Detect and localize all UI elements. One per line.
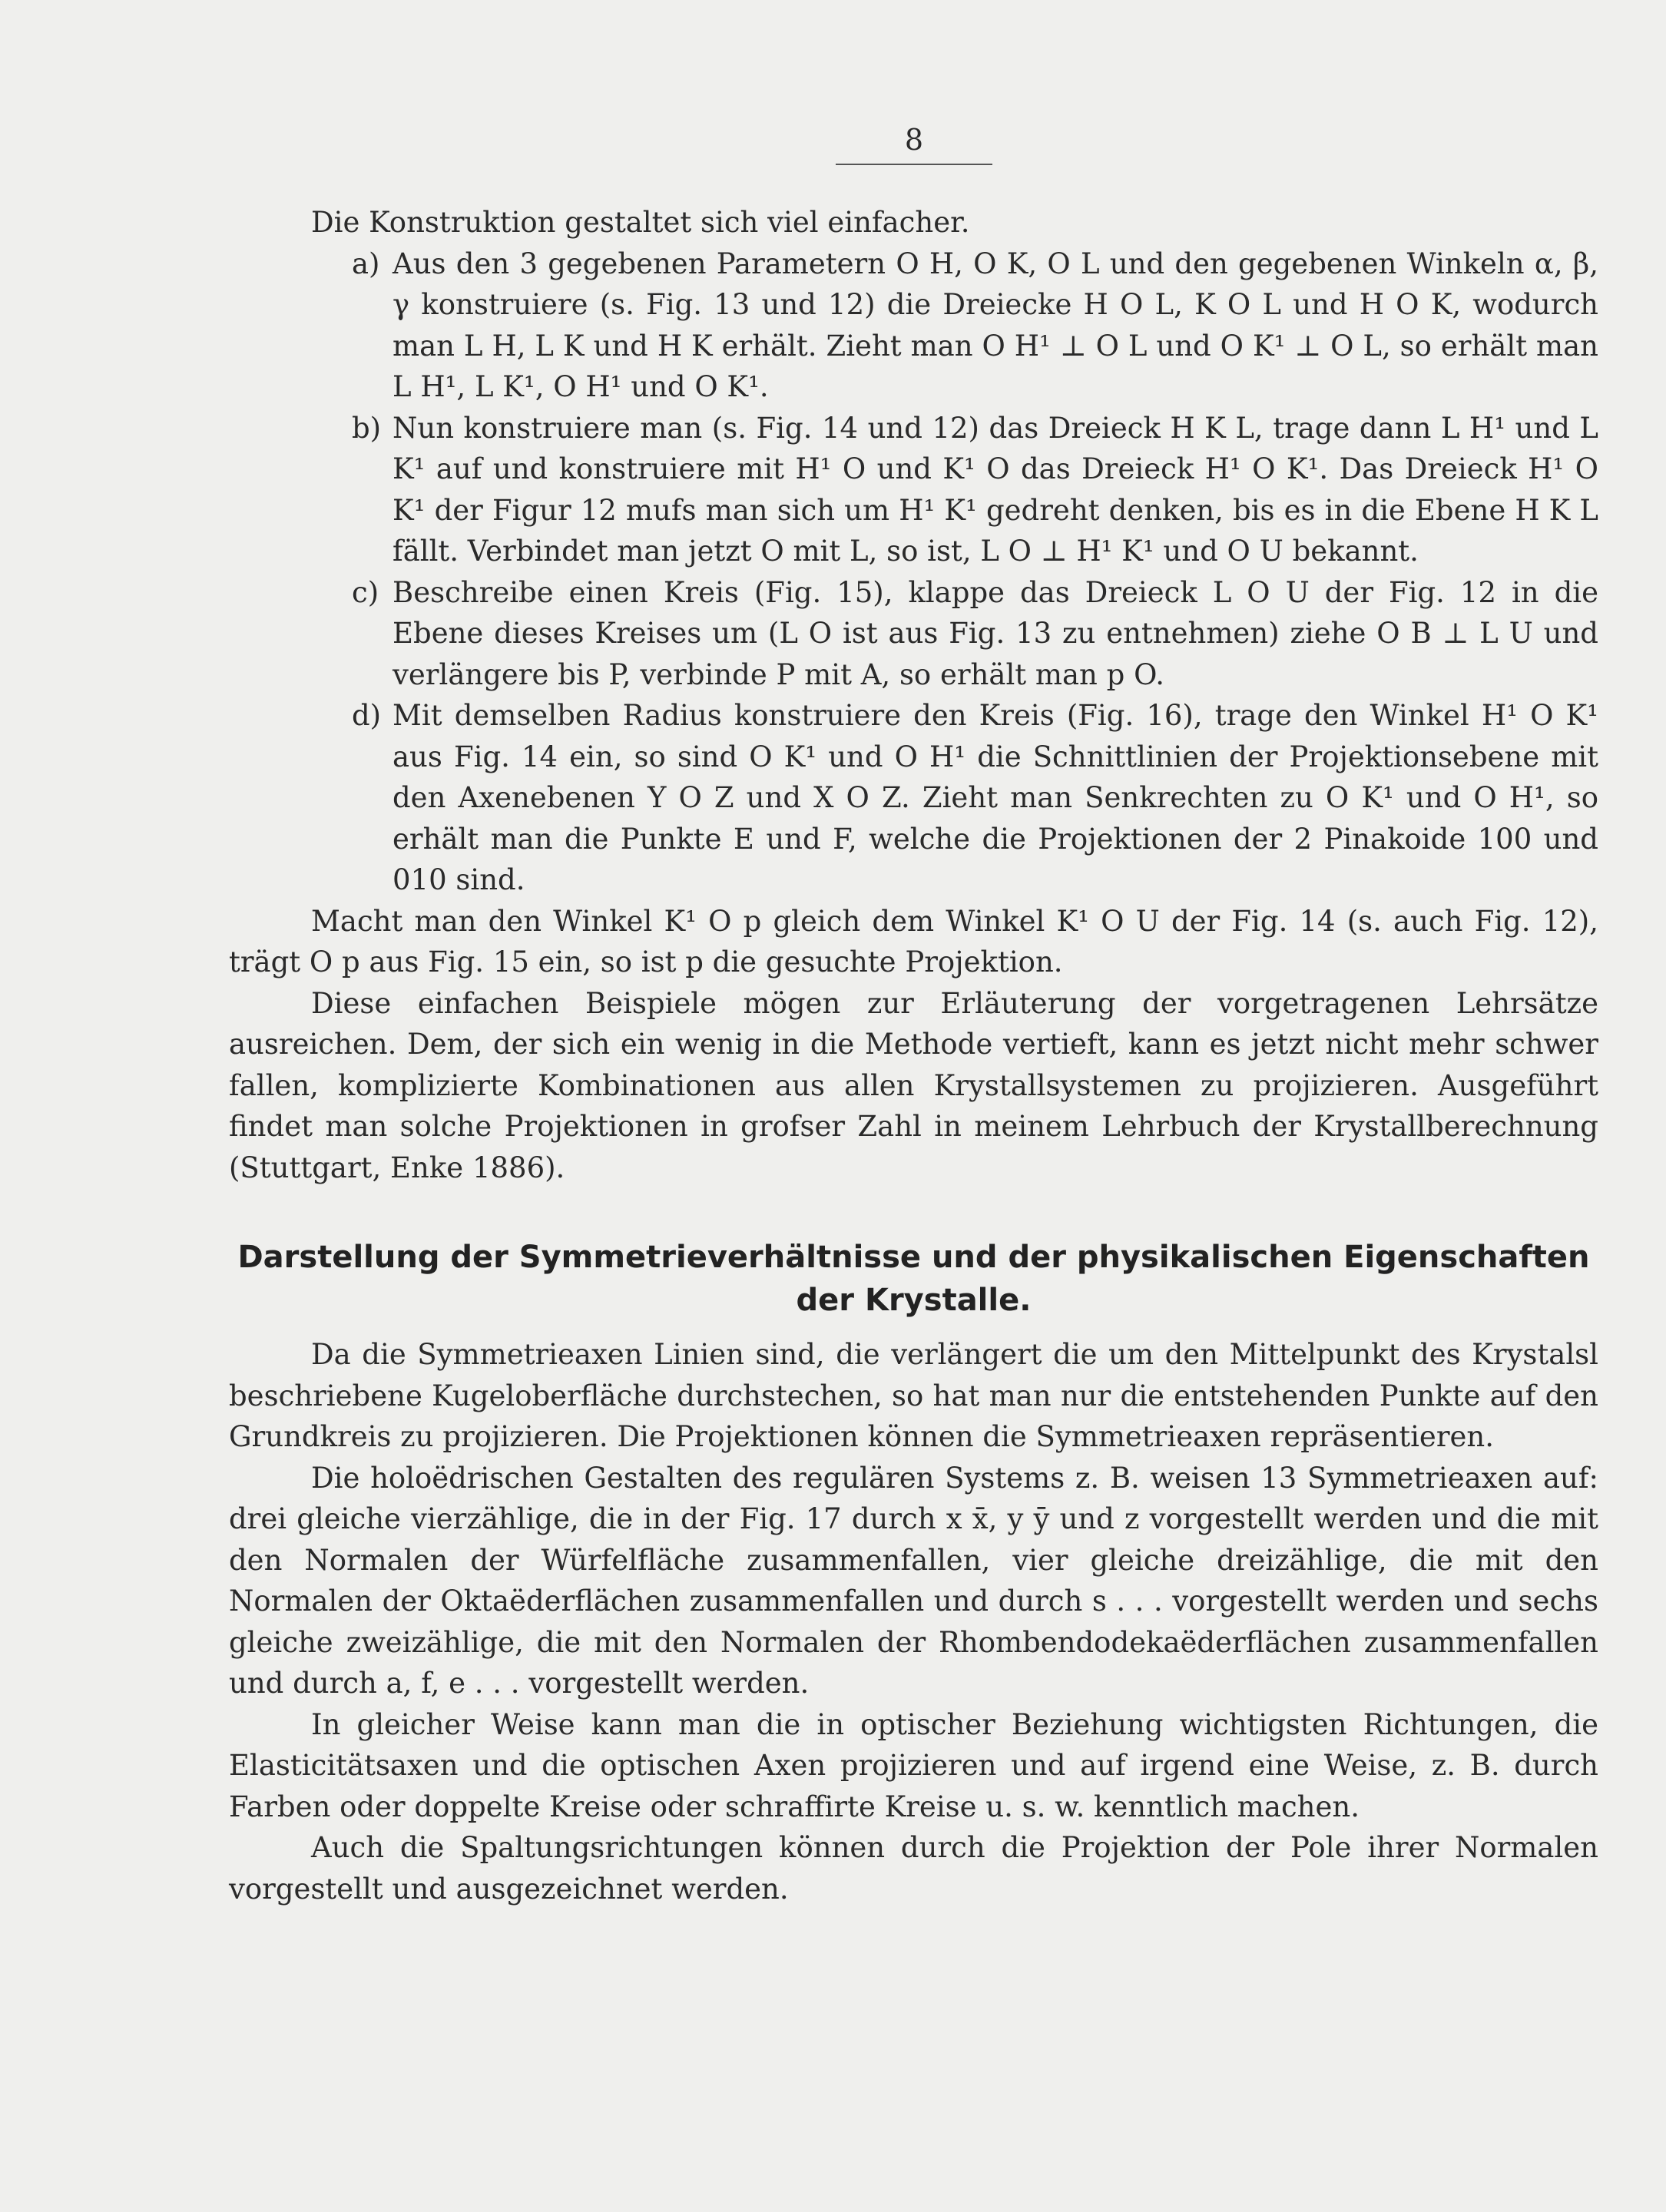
paragraph-symmetry-axes: Da die Symmetrieaxen Linien sind, die verlängert die um den Mittelpunkt des Krystalsl beschriebene Kugeloberfläche durchstechen, so hat man nur die entstehenden Punkte auf den Grundkreis zu projizieren. Die Projektionen können die Symmetrieaxen repräsentieren. — [229, 1338, 1598, 1453]
step-d — [229, 695, 1598, 901]
intro-paragraph: Die Konstruktion gestaltet sich viel einfacher. — [311, 206, 970, 239]
paragraph-examples: Diese einfachen Beispiele mögen zur Erläuterung der vorgetragenen Lehrsätze ausreichen. Dem, der sich ein wenig in die Methode vertieft, kann es jetzt nicht mehr schwer fallen, komplizierte Kombinationen aus allen Krystallsystemen zu projizieren. Ausgeführt findet man solche Projektionen in grofser Zahl in meinem Lehrbuch der Krystallberechnung (Stuttgart, Enke 1886). — [229, 986, 1598, 1184]
step-b-text: Nun konstruiere man (s. Fig. 14 und 12) das Dreieck H K L, trage dann L H¹ und L K¹ auf und konstruiere mit H¹ O und K¹ O das Dreieck H¹ O K¹. Das Dreieck H¹ O K¹ der Figur 12 mufs man sich um H¹ K¹ gedreht denken, bis es in die Ebene H K L fällt. Verbindet man jetzt O mit L, so ist, L O ⊥ H¹ K¹ und O U bekannt. — [392, 411, 1598, 568]
section-heading: Darstellung der Symmetrieverhältnisse und der physikalischen Eigenschaften der Krystalle. — [237, 1240, 1590, 1318]
step-a — [229, 243, 1598, 408]
page-number: 8 — [904, 123, 924, 157]
step-c-text: Beschreibe einen Kreis (Fig. 15), klappe das Dreieck L O U der Fig. 12 in die Ebene dieses Kreises um (L O ist aus Fig. 13 zu entnehmen) ziehe O B ⊥ L U und verlängere bis P, verbinde P mit A, so erhält man p O. — [392, 575, 1598, 691]
step-d-text: Mit demselben Radius konstruiere den Kreis (Fig. 16), trage den Winkel H¹ O K¹ aus Fig. 14 ein, so sind O K¹ und O H¹ die Schnittlinien der Projektionsebene mit den Axenebenen Y O Z und X O Z. Zieht man Senkrechten zu O K¹ und O H¹, so erhält man die Punkte E und F, welche die Projektionen der 2 Pinakoide 100 und 010 sind. — [392, 699, 1598, 896]
step-c — [229, 572, 1598, 696]
page-body — [229, 202, 1598, 1909]
paragraph-projection: Macht man den Winkel K¹ O p gleich dem Winkel K¹ O U der Fig. 14 (s. auch Fig. 12), trägt O p aus Fig. 15 ein, so ist p die gesuchte Projektion. — [229, 904, 1598, 979]
paragraph-cleavage: Auch die Spaltungsrichtungen können durch die Projektion der Pole ihrer Normalen vorgestellt und ausgezeichnet werden. — [229, 1831, 1598, 1906]
step-a-marker: a) — [352, 247, 380, 280]
step-a-text: Aus den 3 gegebenen Parametern O H, O K, O L und den gegebenen Winkeln α, β, γ konstruiere (s. Fig. 13 und 12) die Dreiecke H O L, K O L und H O K, wodurch man L H, L K und H K erhält. Zieht man O H¹ ⊥ O L und O K¹ ⊥ O L, so erhält man L H¹, L K¹, O H¹ und O K¹. — [392, 247, 1598, 403]
step-c-marker: c) — [352, 575, 379, 609]
step-b — [229, 408, 1598, 572]
paragraph-holohedral: Die holoëdrischen Gestalten des regulären Systems z. B. weisen 13 Symmetrieaxen auf: drei gleiche vierzählige, die in der Fig. 17 durch x x̄, y ȳ und z vorgestellt werden und die mit den Normalen der Würfelfläche zusammenfallen, vier gleiche dreizählige, die mit den Normalen der Oktaëderflächen zusammenfallen und durch s . . . vorgestellt werden und sechs gleiche zweizählige, die mit den Normalen der Rhombendodekaëderflächen zusammenfallen und durch a, f, e . . . vorgestellt werden. — [229, 1461, 1598, 1700]
page-number-rule — [836, 164, 992, 165]
step-b-marker: b) — [352, 411, 382, 445]
paragraph-optical: In gleicher Weise kann man die in optischer Beziehung wichtigsten Richtungen, die Elasticitätsaxen und die optischen Axen projizieren und auf irgend eine Weise, z. B. durch Farben oder doppelte Kreise oder schraffirte Kreise u. s. w. kenntlich machen. — [229, 1707, 1598, 1823]
step-d-marker: d) — [352, 699, 382, 732]
